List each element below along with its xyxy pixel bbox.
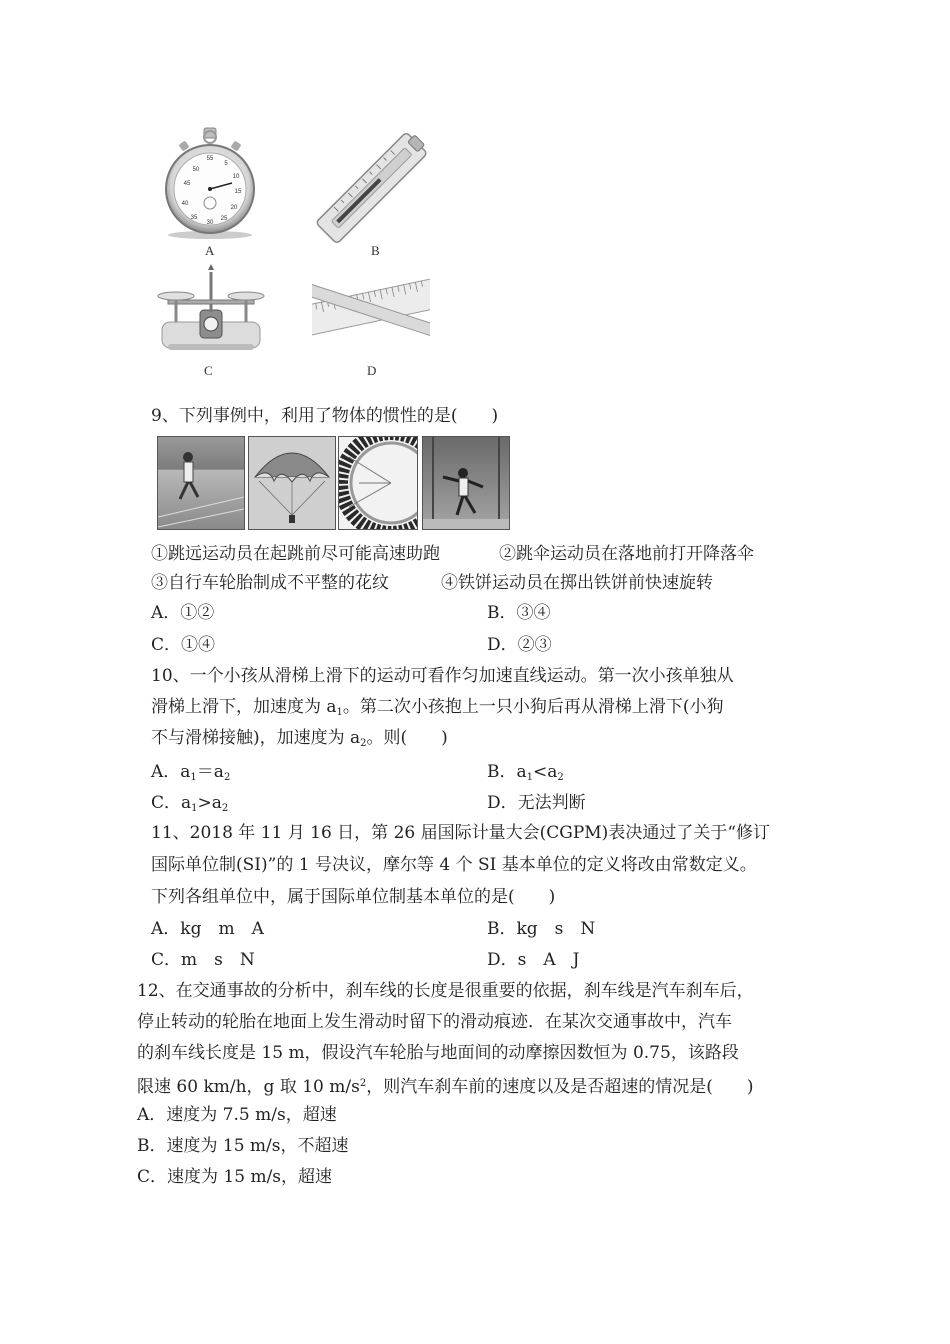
q11-line-2: 国际单位制(SI)”的 1 号决议，摩尔等 4 个 SI 基本单位的定义将改由常数定义。 bbox=[151, 855, 757, 875]
q11-line-1: 11、2018 年 11 月 16 日，第 26 届国际计量大会(CGPM)表决通过了关于“修订 bbox=[151, 823, 771, 843]
dial-50: 50 bbox=[192, 167, 200, 173]
ruler-image bbox=[312, 268, 430, 350]
q9-option-b[interactable]: B．③④ bbox=[487, 603, 551, 623]
q12-option-a[interactable]: A．速度为 7.5 m/s，超速 bbox=[137, 1105, 337, 1125]
q9-option-c[interactable]: C．①④ bbox=[151, 635, 216, 655]
dial-20: 20 bbox=[230, 205, 238, 211]
q10-line-2: 滑梯上滑下，加速度为 $a_1$。第二次小孩抱上一只小狗后再从滑梯上滑下(小狗 bbox=[151, 697, 724, 718]
q9-statement-2: ②跳伞运动员在落地前打开降落伞 bbox=[499, 544, 754, 564]
q10-option-b[interactable]: B．$a_1<a_2$ bbox=[487, 762, 564, 783]
dial-60: 55 bbox=[206, 156, 214, 162]
q11-option-c[interactable]: C．m s N bbox=[151, 950, 255, 970]
dial-25: 25 bbox=[220, 216, 228, 222]
dial-45: 45 bbox=[183, 181, 191, 187]
q12-line-2: 停止转动的轮胎在地面上发生滑动时留下的滑动痕迹．在某次交通事故中，汽车 bbox=[137, 1012, 732, 1032]
image-label-d: D bbox=[367, 363, 377, 378]
bicycle-tire-photo bbox=[338, 436, 418, 530]
q10-option-d[interactable]: D．无法判断 bbox=[487, 793, 586, 813]
q9-stem: 9、下列事例中，利用了物体的惯性的是( ) bbox=[151, 406, 499, 426]
discus-throw-photo bbox=[422, 436, 510, 530]
q11-option-d[interactable]: D．s A J bbox=[487, 950, 580, 970]
image-label-c: C bbox=[204, 363, 213, 378]
q12-option-c[interactable]: C．速度为 15 m/s，超速 bbox=[137, 1167, 333, 1187]
q9-option-d[interactable]: D．②③ bbox=[487, 635, 552, 655]
q9-statement-3: ③自行车轮胎制成不平整的花纹 bbox=[151, 573, 389, 593]
balance-scale-image bbox=[148, 262, 270, 354]
dial-40: 40 bbox=[181, 201, 189, 207]
q10-line-3: 不与滑梯接触)，加速度为 $a_2$。则( ) bbox=[151, 728, 448, 749]
dial-30: 30 bbox=[206, 220, 214, 226]
q11-option-b[interactable]: B．kg s N bbox=[487, 919, 596, 939]
dial-10: 10 bbox=[232, 174, 240, 180]
dial-5: 5 bbox=[224, 161, 228, 167]
q12-line-1: 12、在交通事故的分析中，刹车线的长度是很重要的依据，刹车线是汽车刹车后， bbox=[137, 981, 754, 1001]
q10-option-c[interactable]: C．$a_1>a_2$ bbox=[151, 793, 229, 814]
dial-35: 35 bbox=[190, 215, 198, 221]
q12-line-3: 的刹车线长度是 15 m，假设汽车轮胎与地面间的动摩擦因数恒为 0.75，该路段 bbox=[137, 1043, 739, 1063]
q11-option-a[interactable]: A．kg m A bbox=[151, 919, 264, 939]
image-label-a: A bbox=[205, 243, 215, 258]
spring-scale-image bbox=[312, 128, 434, 246]
q9-option-a[interactable]: A．①② bbox=[151, 603, 215, 623]
q9-statement-1: ①跳远运动员在起跳前尽可能高速助跑 bbox=[151, 544, 440, 564]
parachute-photo bbox=[248, 436, 336, 530]
q12-line-4: 限速 60 km/h，g 取 10 $m/s^2$，则汽车刹车前的速度以及是否超速的情况是( ) bbox=[137, 1077, 754, 1097]
q11-line-3: 下列各组单位中，属于国际单位制基本单位的是( ) bbox=[151, 887, 556, 907]
long-jump-photo bbox=[157, 436, 245, 530]
stopwatch-image bbox=[160, 125, 260, 240]
image-label-b: B bbox=[371, 243, 380, 258]
q12-option-b[interactable]: B．速度为 15 m/s，不超速 bbox=[137, 1136, 349, 1156]
q9-statement-4: ④铁饼运动员在掷出铁饼前快速旋转 bbox=[441, 573, 713, 593]
q10-option-a[interactable]: A．$a_1=a_2$ bbox=[151, 762, 231, 783]
q10-line-1: 10、一个小孩从滑梯上滑下的运动可看作匀加速直线运动。第一次小孩单独从 bbox=[151, 666, 734, 686]
dial-15: 15 bbox=[234, 189, 242, 195]
